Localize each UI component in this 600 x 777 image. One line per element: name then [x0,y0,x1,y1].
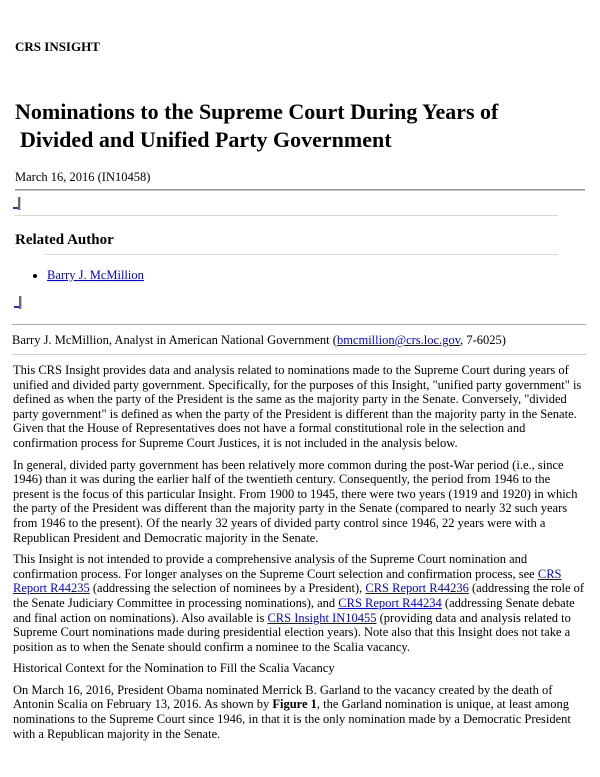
byline [12,333,586,348]
author-link[interactable]: Barry J. McMillion [47,268,144,282]
missing-image-dash [14,306,19,308]
link-crs-report-r44235[interactable]: CRS Report R44235 [13,566,562,596]
paragraph-text: (addressing the role of the Senate Judiciary Committee in processing nominations), and [13,581,585,610]
byline-text: , 7-6025) [460,333,506,347]
title-line-2: Divided and Unified Party Government [20,127,392,152]
divider [12,324,586,325]
paragraph-text: This Insight is not intended to provide a comprehensive analysis of the Supreme Court nomination and confirmation process. For longer analyses on the Supreme Court selection and confirmation process, see [13,552,538,581]
paragraph-text: (addressing Senate debate and final action on nominations). Also available is [13,595,575,625]
paragraph [13,552,586,654]
email-link[interactable]: bmcmillion@crs.loc.gov [336,333,461,347]
page-title [15,98,586,154]
list-item [47,268,586,283]
paragraph-text: , the Garland nomination is unique, at least among nominations to the Supreme Court since 1946, in that it is the only nomination made by a Democratic President with a Republican majority in the Senate. [13,697,571,741]
link-crs-insight-in10455[interactable]: CRS Insight IN10455 [267,610,377,625]
divider [45,254,558,255]
byline-text: Barry J. McMillion, Analyst in American National Government ( [12,333,337,347]
related-author-list [12,268,586,283]
paragraph [13,458,586,546]
missing-image-bar [19,296,22,309]
divider [15,215,558,216]
figure-1-reference: Figure 1 [272,697,317,712]
paragraph-text: (providing data and analysis related to Supreme Court nominations made during presidential election years). Note also that this Insight does not take a position as to when the Senate should confirm a nominee to the Scalia vacancy. [13,610,571,654]
paragraph-text: On March 16, 2016, President Obama nominated Merrick B. Garland to the vacancy created by the death of Antonin Scalia on February 13, 2016. As shown by [13,682,553,712]
title-line-1: Nominations to the Supreme Court During Years of [15,99,499,124]
date-line: March 16, 2016 (IN10458) [15,170,151,184]
divider [15,189,585,191]
missing-image-bar [18,197,21,210]
section-heading: Historical Context for the Nomination to Fill the Scalia Vacancy [13,661,335,676]
paragraph [13,683,586,741]
link-crs-report-r44234[interactable]: CRS Report R44234 [338,595,442,610]
link-crs-report-r44236[interactable]: CRS Report R44236 [365,581,469,596]
paragraph-text: This CRS Insight provides data and analysis related to nominations made to the Supreme Court during years of unified and divided party government. Specifically, for the purposes of this Insight, "unified party government" is defined as when the party of the President is the same as the majority party in the Senate. Conversely, "divided party government" is defined as when the party of the President is different than the majority party in the Senate. Given that the House of Representatives does not have a formal constitutional role in the selection and confirmation process for Supreme Court Justices, it is not included in the analysis below. [13,363,582,450]
missing-image-dash [13,207,18,209]
paragraph-text: In general, divided party government has been relatively more common during the post-War period (i.e., since 1946) than it was during the earlier half of the twentieth century. Consequently, the period from 1946 to the present is the focus of this particular Insight. From 1900 to 1945, there were two years (1919 and 1920) in which the party of the President was different than the majority party in the Senate (compared to nearly 32 such years from 1946 to the present). Of the nearly 32 years of divided party control since 1946, 22 years were with a Republican President and Democratic majority in the Senate. [13,457,578,545]
divider [12,354,586,355]
paragraph-text: (addressing the selection of nominees by a President), [89,581,366,596]
missing-image-icon [13,197,23,210]
article-body [13,363,586,741]
missing-image-icon [14,296,24,309]
paragraph [13,363,586,451]
related-author-heading: Related Author [15,232,114,248]
document-type-label: CRS INSIGHT [15,39,100,54]
